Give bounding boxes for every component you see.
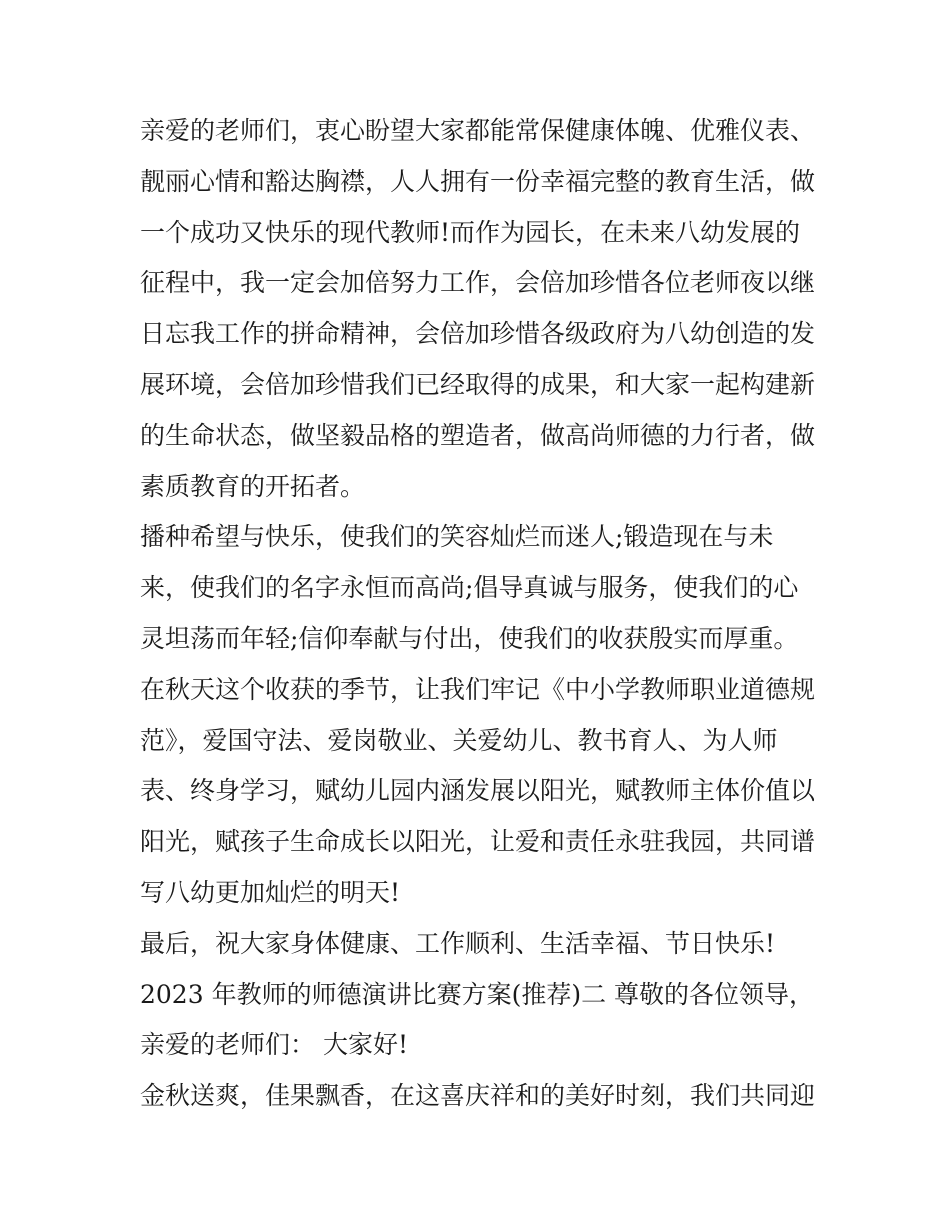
text-line: 表、终身学习，赋幼儿园内涵发展以阳光，赋教师主体价值以 — [140, 776, 816, 806]
text-line: 的生命状态，做坚毅品格的塑造者，做高尚师德的力行者，做 — [140, 420, 816, 450]
text-line: 播种希望与快乐，使我们的笑容灿烂而迷人;锻造现在与未 — [140, 522, 774, 552]
document-body — [140, 106, 820, 1122]
text-line: 阳光，赋孩子生命成长以阳光，让爱和责任永驻我园，共同谱 — [140, 827, 816, 857]
text-line: 金秋送爽，佳果飘香，在这喜庆祥和的美好时刻，我们共同迎 — [140, 1081, 816, 1111]
text-line: 来，使我们的名字永恒而高尚;倡导真诚与服务，使我们的心 — [140, 573, 799, 603]
text-line: 一个成功又快乐的现代教师!而作为园长，在未来八幼发展的 — [140, 217, 801, 247]
text-line: 2023 年教师的师德演讲比赛方案(推荐)二 尊敬的各位领导， — [140, 979, 815, 1009]
text-line: 日忘我工作的拼命精神，会倍加珍惜各级政府为八幼创造的发 — [140, 319, 816, 349]
text-line: 靓丽心情和豁达胸襟，人人拥有一份幸福完整的教育生活，做 — [140, 166, 816, 196]
text-line: 展环境，会倍加珍惜我们已经取得的成果，和大家一起构建新 — [140, 369, 816, 399]
text-line: 最后，祝大家身体健康、工作顺利、生活幸福、节日快乐! — [140, 928, 776, 958]
text-line: 灵坦荡而年轻;信仰奉献与付出，使我们的收获殷实而厚重。 — [140, 623, 799, 653]
text-line: 素质教育的开拓者。 — [140, 471, 366, 501]
text-line: 亲爱的老师们，衷心盼望大家都能常保健康体魄、优雅仪表、 — [140, 116, 816, 145]
text-line: 写八幼更加灿烂的明天! — [140, 877, 401, 907]
text-line: 范》，爱国守法、爱岗敬业、关爱幼儿、教书育人、为人师 — [140, 725, 778, 755]
text-line: 在秋天这个收获的季节，让我们牢记《中小学教师职业道德规 — [140, 674, 816, 704]
text-line: 亲爱的老师们： 大家好! — [140, 1030, 408, 1060]
text-line: 征程中，我一定会加倍努力工作，会倍加珍惜各位老师夜以继 — [140, 268, 816, 298]
